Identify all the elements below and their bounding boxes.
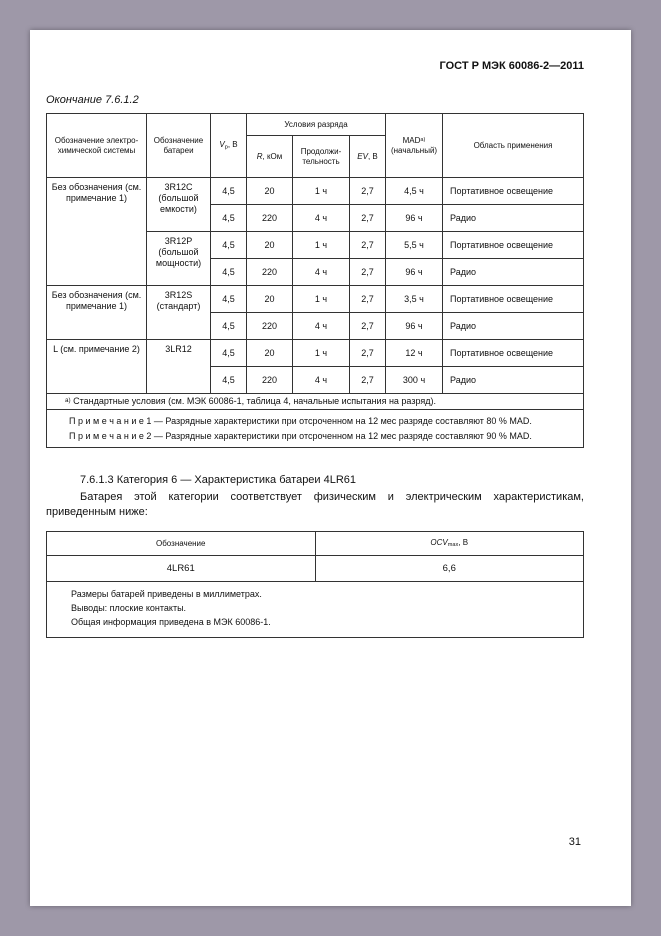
cell-vp: 4,5 [211,205,247,232]
cell-application: Портативное освещение [443,178,584,205]
cell-vp: 4,5 [211,313,247,340]
cell-duration: 4 ч [293,367,350,394]
cell-resistance: 20 [247,178,293,205]
cell-vp: 4,5 [211,340,247,367]
cell-ev: 2,7 [350,286,386,313]
table-header-row [47,531,584,555]
table-row [47,286,584,313]
header-discharge-conditions: Условия разряда [247,114,386,136]
document-page [30,30,631,906]
note-2: П р и м е ч а н и е 2 — Разрядные характеристики при отсроченном на 12 мес разряде составляют 90 % MAD. [69,430,532,441]
header-application: Область применения [443,114,584,178]
cell-resistance: 220 [247,367,293,394]
header-vp: $V_р$, В [211,114,247,178]
cell-resistance: 20 [247,286,293,313]
table-notes-row [47,581,584,637]
cell-mad: 12 ч [386,340,443,367]
cell-duration: 1 ч [293,232,350,259]
battery-table-notes [47,581,584,637]
cell-vp: 4,5 [211,259,247,286]
cell-ocv: 6,6 [315,555,584,581]
cell-mad: 96 ч [386,313,443,340]
table-row [47,178,584,205]
cell-resistance: 20 [247,232,293,259]
table-header-row [47,114,584,136]
cell-ev: 2,7 [350,232,386,259]
battery-4lr61-table [46,531,584,638]
note-dimensions: Размеры батарей приведены в миллиметрах. [71,588,262,599]
section-paragraph: Батарея этой категории соответствует физическим и электрическим характеристикам, приведенным ниже: [46,491,584,518]
cell-ev: 2,7 [350,178,386,205]
cell-ev: 2,7 [350,259,386,286]
cell-ev: 2,7 [350,367,386,394]
page-number: 31 [568,836,581,848]
cell-duration: 1 ч [293,178,350,205]
cell-duration: 4 ч [293,205,350,232]
battery-discharge-table [46,113,584,448]
header-ocv: $OCV_{max}$, В [315,531,584,555]
cell-application: Радио [443,259,584,286]
cell-duration: 4 ч [293,313,350,340]
cell-resistance: 20 [247,340,293,367]
header-designation: Обозначение [47,531,316,555]
table-notes-row [47,409,584,447]
table-row [47,555,584,581]
header-resistance: R, кОм [247,136,293,178]
cell-application: Портативное освещение [443,286,584,313]
cell-mad: 3,5 ч [386,286,443,313]
header-battery: Обозначение батареи [147,114,211,178]
cell-mad: 4,5 ч [386,178,443,205]
cell-ev: 2,7 [350,205,386,232]
cell-duration: 4 ч [293,259,350,286]
note-general-info: Общая информация приведена в МЭК 60086-1. [71,617,271,628]
table-footnote-row [47,394,584,410]
note-1: П р и м е ч а н и е 1 — Разрядные характеристики при отсроченном на 12 мес разряде составляют 80 % MAD. [69,415,532,426]
cell-mad: 96 ч [386,259,443,286]
cell-designation: 4LR61 [47,555,316,581]
cell-mad: 300 ч [386,367,443,394]
cell-battery: 3R12P (большой мощности) [147,232,211,286]
cell-ev: 2,7 [350,340,386,367]
header-ev: EV, В [350,136,386,178]
table-notes [47,409,584,447]
cell-application: Радио [443,367,584,394]
header-mad: $MAD^{а)}$ (начальный) [386,114,443,178]
cell-mad: 96 ч [386,205,443,232]
footnote: $^{а)}$ Стандартные условия (см. МЭК 60086-1, таблица 4, начальные испытания на разряд). [47,394,584,410]
cell-application: Портативное освещение [443,232,584,259]
cell-mad: 5,5 ч [386,232,443,259]
cell-application: Радио [443,205,584,232]
cell-vp: 4,5 [211,286,247,313]
cell-resistance: 220 [247,313,293,340]
note-terminals: Выводы: плоские контакты. [71,602,187,613]
table-row [47,340,584,367]
cell-battery: 3R12S (стандарт) [147,286,211,340]
cell-vp: 4,5 [211,178,247,205]
section-heading: 7.6.1.3 Категория 6 — Характеристика батареи 4LR61 [80,474,357,487]
cell-duration: 1 ч [293,286,350,313]
header-duration: Продолжи-тельность [293,136,350,178]
cell-application: Портативное освещение [443,340,584,367]
cell-resistance: 220 [247,259,293,286]
doc-header: ГОСТ Р МЭК 60086-2—2011 [439,60,584,72]
cell-ev: 2,7 [350,313,386,340]
cell-system: Без обозначения (см. примечание 1) [47,178,147,286]
cell-duration: 1 ч [293,340,350,367]
cell-battery: 3R12C (большой емкости) [147,178,211,232]
cell-vp: 4,5 [211,232,247,259]
header-system: Обозначение электро-химической системы [47,114,147,178]
cell-vp: 4,5 [211,367,247,394]
cell-system: L (см. примечание 2) [47,340,147,394]
cell-application: Радио [443,313,584,340]
cell-resistance: 220 [247,205,293,232]
cell-battery: 3LR12 [147,340,211,394]
table-continuation-label: Окончание 7.6.1.2 [46,94,139,106]
cell-system: Без обозначения (см. примечание 1) [47,286,147,340]
